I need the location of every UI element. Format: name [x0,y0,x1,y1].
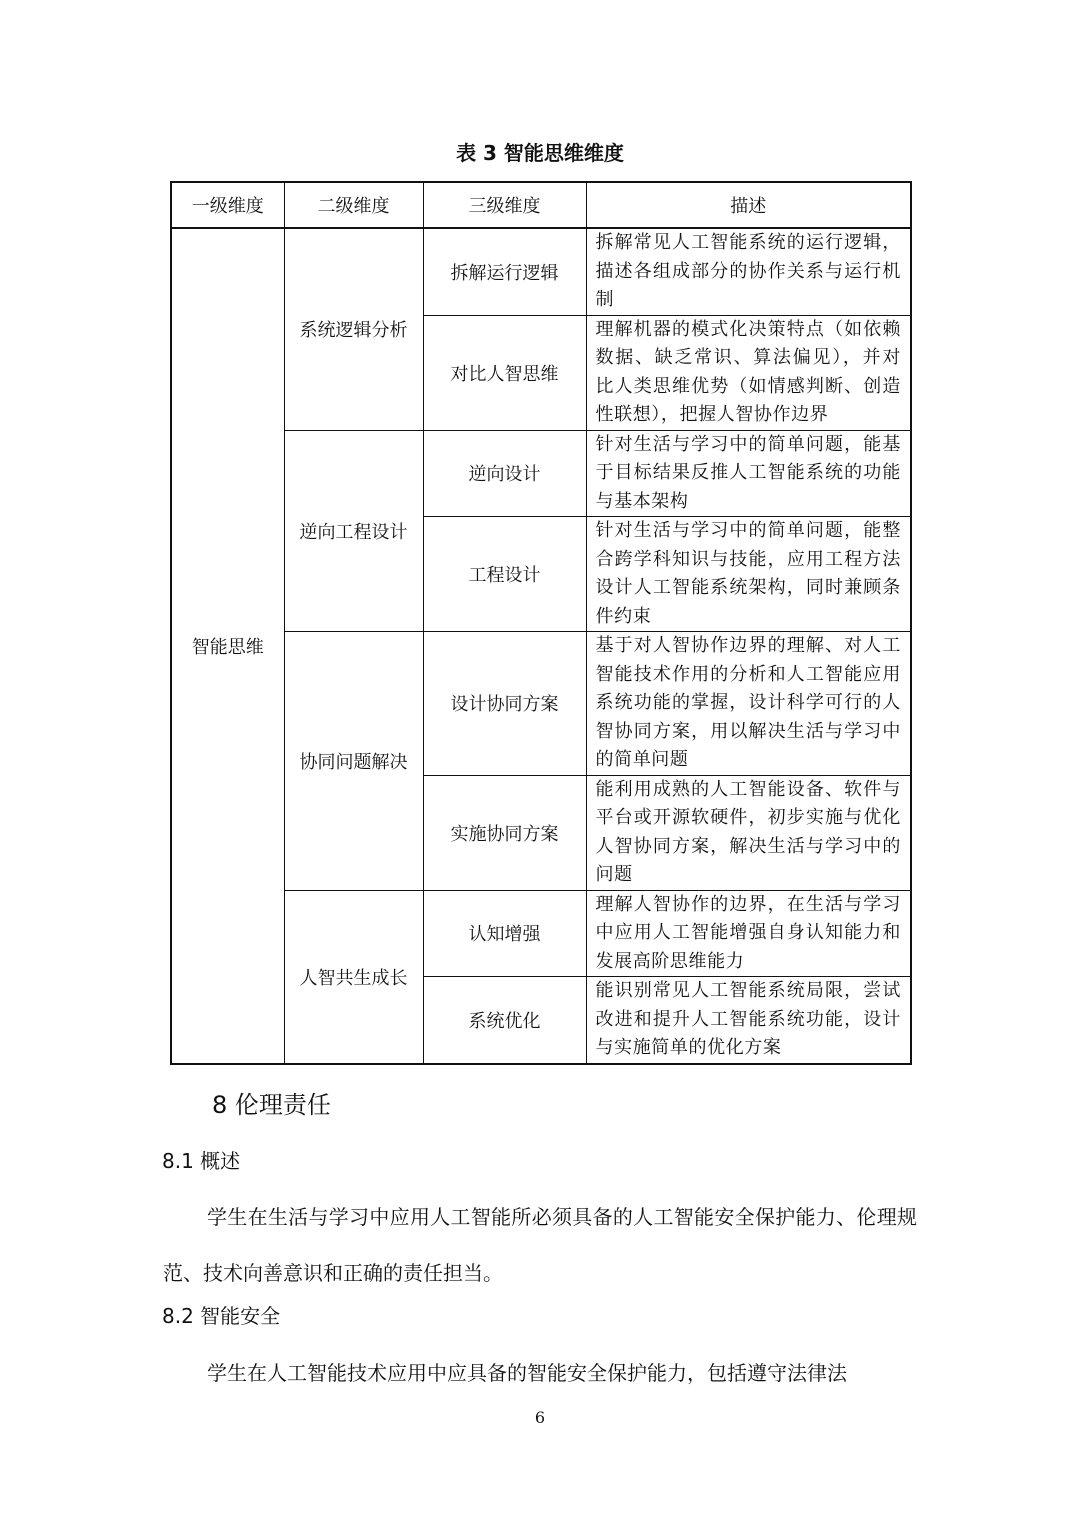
description-cell: 能识别常见人工智能系统局限，尝试改进和提升人工智能系统功能，设计与实施简单的优化方案 [586,977,911,1064]
header-level1: 一级维度 [171,182,284,228]
description-cell: 拆解常见人工智能系统的运行逻辑，描述各组成部分的协作关系与运行机制 [586,228,911,315]
description-cell: 理解人智协作的边界，在生活与学习中应用人工智能增强自身认知能力和发展高阶思维能力 [586,890,911,977]
level2-cell: 系统逻辑分析 [284,228,423,430]
description-cell: 理解机器的模式化决策特点（如依赖数据、缺乏常识、算法偏见），并对比人类思维优势（如情感判断、创造性联想），把握人智协作边界 [586,315,911,430]
description-cell: 针对生活与学习中的简单问题，能基于目标结果反推人工智能系统的功能与基本架构 [586,430,911,517]
table-caption: 表 3 智能思维维度 [456,141,624,165]
overview-paragraph: 学生在生活与学习中应用人工智能所必须具备的人工智能安全保护能力、伦理规范、技术向善意识和正确的责任担当。 [163,1205,917,1285]
description-cell: 基于对人智协作边界的理解、对人工智能技术作用的分析和人工智能应用系统功能的掌握，设计科学可行的人智协同方案，用以解决生活与学习中的简单问题 [586,632,911,776]
level3-cell: 认知增强 [423,890,586,977]
description-cell: 针对生活与学习中的简单问题，能整合跨学科知识与技能，应用工程方法设计人工智能系统架构，同时兼顾条件约束 [586,517,911,632]
level3-cell: 对比人智思维 [423,315,586,430]
level2-cell: 逆向工程设计 [284,430,423,632]
subsection-heading-safety: 8.2 智能安全 [162,1304,281,1328]
level3-cell: 设计协同方案 [423,632,586,776]
level1-cell: 智能思维 [171,228,284,1064]
header-level2: 二级维度 [284,182,423,228]
safety-paragraph: 学生在人工智能技术应用中应具备的智能安全保护能力，包括遵守法律法 [207,1361,847,1385]
subsection-heading-overview: 8.1 概述 [162,1149,241,1173]
page-number: 6 [534,1408,546,1427]
level3-cell: 逆向设计 [423,430,586,517]
header-description: 描述 [586,182,911,228]
table-header-row [171,182,911,228]
header-level3: 三级维度 [423,182,586,228]
table-row [171,228,911,315]
dimensions-table [170,181,912,1065]
level3-cell: 拆解运行逻辑 [423,228,586,315]
level3-cell: 系统优化 [423,977,586,1064]
description-cell: 能利用成熟的人工智能设备、软件与平台或开源软硬件，初步实施与优化人智协同方案，解决生活与学习中的问题 [586,775,911,890]
level2-cell: 人智共生成长 [284,890,423,1064]
level2-cell: 协同问题解决 [284,632,423,891]
level3-cell: 工程设计 [423,517,586,632]
level3-cell: 实施协同方案 [423,775,586,890]
section-heading: 8 伦理责任 [212,1091,331,1119]
